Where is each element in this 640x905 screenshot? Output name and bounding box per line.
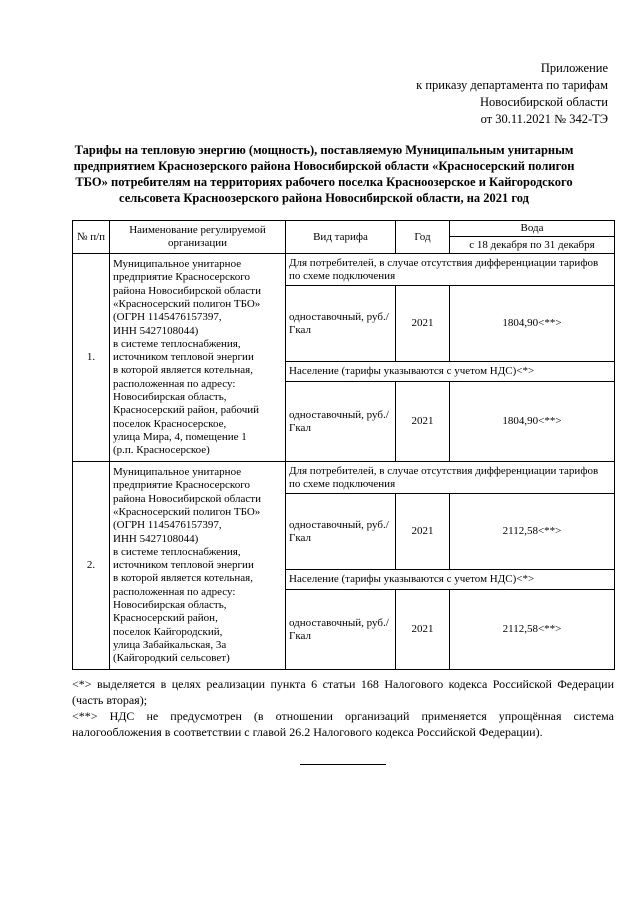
footnotes: [72, 676, 614, 740]
org-line: (Кайгородкий сельсовет): [113, 652, 230, 665]
org-line: Муниципальное унитарное: [113, 466, 242, 479]
tariff-value: 1804,90<**>: [450, 286, 615, 362]
tariff-type: одноставочный, руб./Гкал: [286, 286, 396, 362]
org-line: источником тепловой энергии: [113, 351, 254, 364]
consumer-group-label: Для потребителей, в случае отсутствия дифференциации тарифов по схеме подключения: [286, 462, 615, 494]
org-line: Новосибирская область,: [113, 599, 227, 612]
header-water: Вода: [450, 221, 615, 237]
tariff-value: 2112,58<**>: [450, 494, 615, 570]
tariff-year: 2021: [396, 494, 450, 570]
org-line: расположенная по адресу:: [113, 585, 236, 598]
org-line: в которой является котельная,: [113, 572, 253, 585]
row-number: 1.: [73, 254, 110, 462]
organization-cell: [110, 254, 286, 462]
tariffs-table: [72, 220, 615, 670]
org-line: Новосибирская область,: [113, 391, 227, 404]
appendix-line: Новосибирской области: [479, 95, 608, 109]
org-line: источником тепловой энергии: [113, 559, 254, 572]
footnote-1: <*> выделяется в целях реализации пункта 6 статьи 168 Налогового кодекса Российской Федерации (часть вторая);: [72, 677, 614, 707]
org-line: «Красносерский полигон ТБО»: [113, 505, 261, 518]
org-line: в системе теплоснабжения,: [113, 545, 241, 558]
appendix-block: [416, 60, 608, 128]
tariff-type: одноставочный, руб./Гкал: [286, 590, 396, 670]
org-line: Красносерский район, рабочий: [113, 404, 260, 417]
tariff-year: 2021: [396, 590, 450, 670]
org-line: района Новосибирской области: [113, 284, 261, 297]
org-line: (р.п. Красносерское): [113, 444, 210, 457]
row-number: 2.: [73, 462, 110, 670]
tariff-value: 2112,58<**>: [450, 590, 615, 670]
consumer-group-label: Для потребителей, в случае отсутствия дифференциации тарифов по схеме подключения: [286, 254, 615, 286]
org-line: «Красносерский полигон ТБО»: [113, 297, 261, 310]
header-period: с 18 декабря по 31 декабря: [450, 237, 615, 254]
tariff-year: 2021: [396, 382, 450, 462]
appendix-line: от 30.11.2021 № 342-ТЭ: [480, 112, 608, 126]
consumer-group-label: Население (тарифы указываются с учетом НДС)<*>: [286, 570, 615, 590]
consumer-group-label: Население (тарифы указываются с учетом НДС)<*>: [286, 362, 615, 382]
table-row: [73, 254, 615, 286]
appendix-line: Приложение: [540, 61, 608, 75]
tariff-type: одноставочный, руб./Гкал: [286, 494, 396, 570]
org-line: поселок Красносерское,: [113, 417, 227, 430]
org-line: в которой является котельная,: [113, 364, 253, 377]
org-line: Красносерский район,: [113, 612, 218, 625]
org-line: предприятие Красносерского: [113, 271, 250, 284]
tariff-type: одноставочный, руб./Гкал: [286, 382, 396, 462]
org-line: (ОГРН 1145476157397,: [113, 519, 222, 532]
org-line: улица Мира, 4, помещение 1: [113, 430, 247, 443]
appendix-line: к приказу департамента по тарифам: [416, 78, 608, 92]
header-year: Год: [396, 221, 450, 254]
header-type: Вид тарифа: [286, 221, 396, 254]
tariff-year: 2021: [396, 286, 450, 362]
closing-divider: [300, 764, 386, 765]
table-row: [73, 462, 615, 494]
org-line: улица Забайкальская, 3а: [113, 638, 227, 651]
tariff-value: 1804,90<**>: [450, 382, 615, 462]
organization-cell: [110, 462, 286, 670]
header-org: Наименование регулируемой организации: [110, 221, 286, 254]
org-line: района Новосибирской области: [113, 492, 261, 505]
header-num: № п/п: [73, 221, 110, 254]
org-line: предприятие Красносерского: [113, 479, 250, 492]
org-line: ИНН 5427108044): [113, 324, 199, 337]
org-line: поселок Кайгородский,: [113, 625, 223, 638]
footnote-2: <**> НДС не предусмотрен (в отношении организаций применяется упрощённая система налогообложения в соответствии с главой 26.2 Налогового кодекса Российской Федерации).: [72, 709, 614, 739]
org-line: в системе теплоснабжения,: [113, 337, 241, 350]
document-title: Тарифы на тепловую энергию (мощность), поставляемую Муниципальным унитарным предприятием Краснозерского района Новосибирской области «Красносерский полигон ТБО» потребителям на территориях рабочего поселка Красноозерское и Кайгородского сельсовета Красноозерского района Новосибирской области, на 2021 год: [73, 143, 575, 205]
org-line: (ОГРН 1145476157397,: [113, 311, 222, 324]
org-line: Муниципальное унитарное: [113, 258, 242, 271]
org-line: ИНН 5427108044): [113, 532, 199, 545]
org-line: расположенная по адресу:: [113, 377, 236, 390]
